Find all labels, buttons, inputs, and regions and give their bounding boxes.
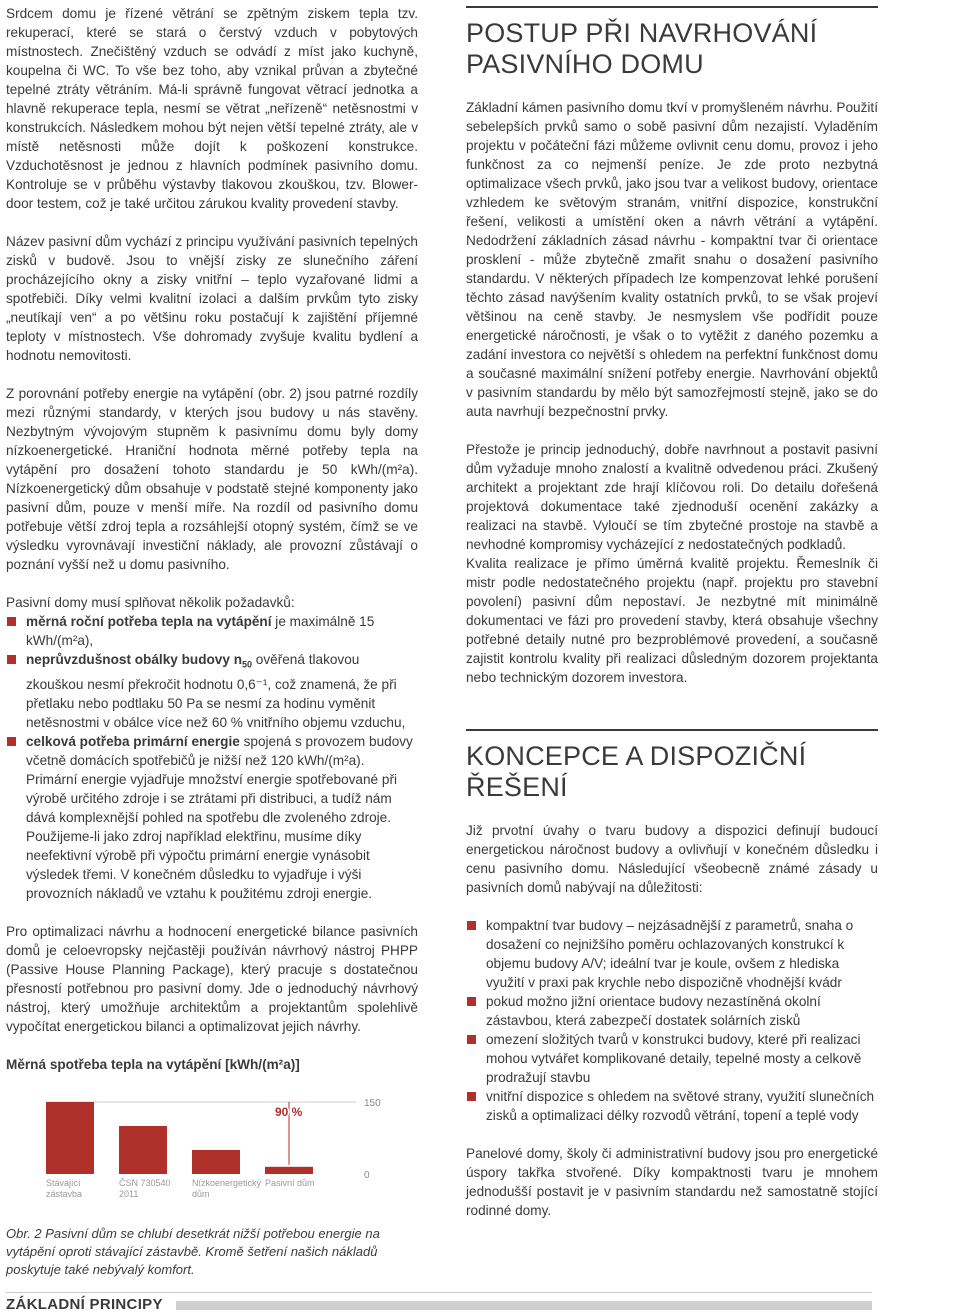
heating-demand-chart [6, 1082, 418, 1212]
bullet-square-icon [467, 921, 476, 930]
bar-3 [265, 1167, 313, 1174]
footer-label: ZÁKLADNÍ PRINCIPY [6, 1296, 163, 1313]
chart-title: Měrná spotřeba tepla na vytápění [kWh/(m²a)] [6, 1056, 300, 1072]
annotation-label: 90 % [275, 1104, 303, 1119]
requirement-item: celková potřeba primární energie spojená s provozem budovy včetně domácích spotřebičů je nižší než 120 kWh/(m²a). Primární energie vyjadřuje množství energie spotřebované při výrobě určitého zdroje i se ztrátami při distribuci, a tudíž nám dává komplexnější pohled na spotřebu dle zvoleného zdroje. Použijeme-li jako zdroj například elektřinu, musíme díky neefektivní výrobě při výpočtu primární energie vynásobit výsledek třemi. V konečném důsledku to vyjadřuje i výši provozních nákladů ve vztahu k použitému zdroji energie. [6, 732, 418, 903]
requirements-intro: Pasivní domy musí splňovat několik požadavků: [6, 595, 295, 610]
section-rule [466, 6, 878, 8]
figure-caption: Obr. 2 Pasivní dům se chlubí desetkrát nižší potřebou energie na vytápění oproti stávající zástavbě. Kromě šetření našich nákladů poskytuje také nebývalý komfort. [6, 1225, 380, 1277]
category-label-0-0: Stávající [46, 1177, 81, 1188]
requirement-item: měrná roční potřeba tepla na vytápění je maximálně 15 kWh/(m²a), [6, 612, 418, 650]
ytick-label-top: 150 [364, 1097, 381, 1109]
paragraph-design: Základní kámen pasivního domu tkví v promyšleném návrhu. Použití sebelepších prvků samo o sobě pasivní dům nezajistí. Vyladěním projektu v počáteční fázi můžeme ovlivnit cenu domu, provoz i jeho funkčnost za co nejmenší peníze. Je zde proto nezbytná optimalizace všech prvků, jako jsou tvar a velikost budovy, orientace vzhledem ke světovým stranám, vnitřní dispozice, konstrukční řešení, velikosti a umístění oken a návrh větrání a vytápění. Nedodržení základních zásad návrhu - kompaktní tvar či orientace prosklení - může zbytečně zmařit snahu o dosažení pasivního standardu. V některých případech lze kompenzovat lehké porušení těchto zásad navýšením kvality ostatních prvků, to se však projeví většinou na ceně stavby. Je nesmyslem vše podřídit pouze energetické náročnosti, je však o to vytěžit z daného pozemku a zadání investora co největší s ohledem na perfektní funkčnost domu a současné maximální snížení potřeby energie. Navrhování objektů v pasivním standardu by mělo být samozřejmostí stejně, jako se do auta navrhují bezpečnostní prvky. [466, 100, 878, 419]
paragraph-phpp: Pro optimalizaci návrhu a hodnocení energetické bilance pasivních domů je celoevropsky nejčastěji používán návrhový nástroj PHPP (Passive House Planning Package), který pracuje s dostatečnou přesností potřebnou pro pasivní domy. Jde o jednoduchý návrhový nástroj, který umožňuje architektům a projektantům spolehlivě vypočítat energetickou bilanci a optimalizovat jejich návrhy. [6, 923, 418, 1034]
section-rule [466, 729, 878, 731]
left-column [6, 4, 418, 1279]
paragraph-panel-buildings: Panelové domy, školy či administrativní budovy jsou pro energetické úspory takřka stvořené. Díky kompaktnosti tvaru je mnohem jednodušší postavit je v pasivním standardu než samostatně stojící rodinné domy. [466, 1146, 878, 1218]
requirements-list [6, 612, 418, 903]
category-label-1-1: 2011 [119, 1188, 139, 1199]
principle-item: omezení složitých tvarů v konstrukci budovy, které při realizaci mohou vytvářet komplikované detaily, tepelné mosty a celkově prodražují stavbu [466, 1030, 878, 1087]
bar-0 [46, 1102, 94, 1174]
paragraph-quality: Kvalita realizace je přímo úměrná kvalitě projektu. Řemeslník či mistr podle nedostatečného projektu (např. projektu pro stavební povolení) pasivní dům nepostaví. Je nezbytné mít minimálně dokumentaci ve fázi pro provedení stavby, která obsahuje všechny potřebné detaily nutné pro bezproblémové provedení, a současně zajistit kontrolu kvality při realizaci důsledným dozorem projektanta nebo technickým dozorem investora. [466, 556, 878, 685]
paragraph-concept: Již prvotní úvahy o tvaru budovy a dispozici definují budoucí energetickou náročnost budovy a ovlivňují v konečném důsledku i cenu pasivního domu. Následující všeobecně známé zásady u pasivních domů nabývají na důležitosti: [466, 823, 878, 895]
paragraph-passive-name: Název pasivní dům vychází z principu využívání pasivních tepelných zisků v budově. Jsou to vnější zisky ze slunečního záření procházejícího okny a zisky vnitřní – teplo vyzařované lidmi a spotřebiči. Díky velmi kvalitní izolaci a dalším prvkům tyto zisky „neutíkají ven“ a po většinu roku postačují k zajištění příjemné teploty v místnostech. Vše dohromady zvyšuje kvalitu bydlení a hodnotu nemovitosti. [6, 234, 418, 363]
bullet-square-icon [467, 1092, 476, 1101]
bar-1 [119, 1126, 167, 1174]
category-label-1-0: ČSN 730540 [119, 1177, 171, 1188]
bullet-square-icon [467, 997, 476, 1006]
bullet-square-icon [467, 1035, 476, 1044]
bullet-square-icon [7, 617, 16, 626]
footer-bar [176, 1301, 872, 1310]
paragraph-architect: Přestože je princip jednoduchý, dobře navrhnout a postavit pasivní dům vyžaduje mnoho znalostí a kvalitně odvedenou práci. Zkušený architekt a projektant zde hrají klíčovou roli. Do detailu dořešená projektová dokumentace také zjednoduší ocenění zakázky a realizaci na stavbě. Vyloučí se tím zbytečné prostoje na stavbě a nevhodné kompromisy vycházející z nedostatečných podkladů. [466, 442, 878, 552]
paragraph-energy-comparison: Z porovnání potřeby energie na vytápění (obr. 2) jsou patrné rozdíly mezi různými standardy, v kterých jsou budovy u nás stavěny. Nezbytným vývojovým stupněm k pasivnímu domu byly domy nízkoenergetické. Hraniční hodnota měrné potřeby tepla na vytápění pro dosažení tohoto standardu je 50 kWh/(m²a). Nízkoenergetický dům obsahuje v podstatě stejné komponenty jako pasivní dům, pouze v menší míře. Na rozdíl od pasivního domu potřebuje větší zdroj tepla a rozsáhlejší otopný systém, čímž se ve výsledku vyrovnávají investiční náklady, ale provozní zůstávají o poznání vyšší než u domu pasivního. [6, 386, 418, 572]
category-label-2-0: Nízkoenergetický [192, 1177, 262, 1188]
bullet-square-icon [7, 655, 16, 664]
section-title-design: POSTUP PŘI NAVRHOVÁNÍ PASIVNÍHO DOMU [466, 18, 818, 79]
principle-item: pokud možno jižní orientace budovy nezastíněná okolní zástavbou, která zabezpečí dostatek solárních zisků [466, 992, 878, 1030]
category-label-2-1: dům [192, 1188, 210, 1199]
section-title-concept: KONCEPCE A DISPOZIČNÍ ŘEŠENÍ [466, 741, 807, 802]
principle-item: kompaktní tvar budovy – nejzásadnější z parametrů, snaha o dosažení co nejnižšího poměru ochlazovaných konstrukcí k objemu budovy A/V; ideální tvar je koule, ovšem z hlediska využití v praxi pak krychle nebo dispozičně vhodnější kvádr [466, 916, 878, 992]
ytick-label-bottom: 0 [364, 1169, 370, 1181]
bullet-square-icon [7, 737, 16, 746]
page-footer [6, 1292, 872, 1313]
right-column [466, 4, 878, 1220]
bar-2 [192, 1150, 240, 1174]
requirement-item: neprůvzdušnost obálky budovy $n_{50}$ ověřená tlakovou zkouškou nesmí překročit hodnotu 0,6⁻¹, což znamená, že při přetlaku nebo podtlaku 50 Pa se nesmí za hodinu vyměnit netěsnostmi v obálce více než 60 % vnitřního objemu vzduchu, [6, 650, 418, 732]
paragraph-ventilation: Srdcem domu je řízené větrání se zpětným ziskem tepla tzv. rekuperací, které se stará o čerstvý vzduch v pobytových místnostech. Znečištěný vzduch se odvádí z míst jako kuchyně, koupelna či WC. To vše bez toho, aby vznikal průvan a zbytečné tepelné ztráty větráním. Má-li správně fungovat větrací jednotka a hlavně rekuperace tepla, nesmí se větrat „neřízeně“ netěsnostmi v konstrukcích. Následkem mohou být nejen větší tepelné ztráty, ale v místě netěsnosti může dojít k poškození konstrukce. Vzduchotěsnost je jednou z hlavních podmínek pasivního domu. Kontroluje se v průběhu výstavby tlakovou zkouškou, tzv. Blower-door testem, což je také určitou zárukou kvality provedení stavby. [6, 6, 418, 211]
principle-item: vnitřní dispozice s ohledem na světové strany, využití slunečních zisků a optimalizaci délky rozvodů větrání, topení a teplé vody [466, 1087, 878, 1125]
category-label-3-0: Pasivní dům [265, 1177, 315, 1188]
principles-list [466, 916, 878, 1125]
category-label-0-1: zástavba [46, 1188, 83, 1199]
